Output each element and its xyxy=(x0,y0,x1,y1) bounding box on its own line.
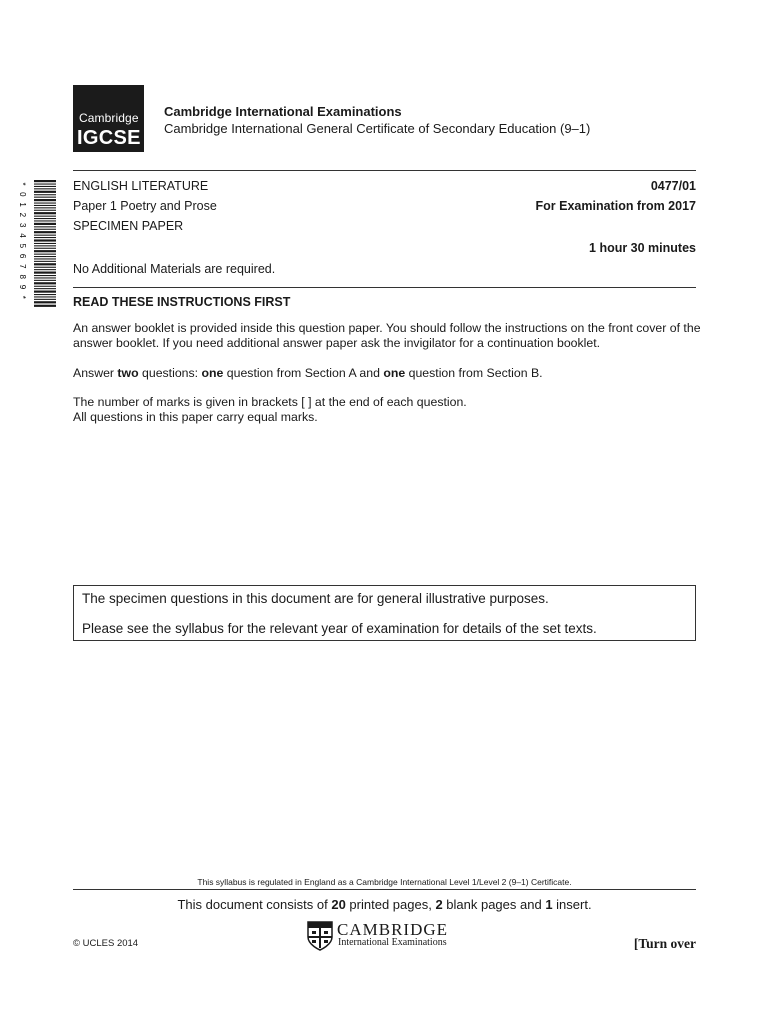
barcode-bar xyxy=(34,275,56,276)
barcode-bar xyxy=(34,191,56,193)
barcode-bar xyxy=(34,235,56,236)
text-line: The number of marks is given in brackets [ ] at the end of each question. xyxy=(73,395,467,409)
barcode-bar xyxy=(34,248,56,249)
barcode-bar xyxy=(34,291,56,293)
cambridge-wordmark: CAMBRIDGE xyxy=(337,920,449,939)
barcode-bar xyxy=(34,188,56,189)
text-run-bold: 1 xyxy=(545,897,553,912)
barcode-bar xyxy=(34,288,56,289)
divider-mid xyxy=(73,287,696,288)
barcode-bar xyxy=(34,245,56,246)
barcode-bar xyxy=(34,203,56,204)
barcode-bar xyxy=(34,207,56,208)
subject: ENGLISH LITERATURE xyxy=(73,179,209,193)
barcode-digit: 4 xyxy=(17,233,27,238)
exam-from: For Examination from 2017 xyxy=(535,199,696,213)
barcode-bar xyxy=(34,199,56,201)
barcode-digit: * xyxy=(17,295,27,299)
instruction-paragraph-3 xyxy=(73,395,703,425)
page-count xyxy=(73,897,696,912)
regulation-note: This syllabus is regulated in England as a Cambridge International Level 1/Level 2 (9–1) Certificate. xyxy=(197,877,572,887)
barcode-digit: 5 xyxy=(17,243,27,249)
instructions-heading: READ THESE INSTRUCTIONS FIRST xyxy=(73,295,291,309)
cambridge-logo xyxy=(307,920,467,952)
notice-line-1: The specimen questions in this document are for general illustrative purposes. xyxy=(82,591,549,606)
divider-bottom xyxy=(73,889,696,890)
barcode-digit: 0 xyxy=(17,192,27,197)
text-line: All questions in this paper carry equal marks. xyxy=(73,410,318,424)
barcode-bar xyxy=(34,256,56,257)
barcode-digit: 1 xyxy=(17,202,27,207)
barcode-bar xyxy=(34,205,56,206)
materials: No Additional Materials are required. xyxy=(73,262,276,276)
qualification-name: Cambridge International General Certificate of Secondary Education (9–1) xyxy=(164,121,591,136)
logo-line1: Cambridge xyxy=(79,111,139,125)
barcode-digit: 9 xyxy=(17,284,27,290)
notice-line-2: Please see the syllabus for the relevant year of examination for details of the set texts. xyxy=(82,621,597,636)
barcode-bar xyxy=(34,294,56,295)
barcode-bar xyxy=(34,263,56,265)
barcode-bar xyxy=(34,286,56,287)
divider-top xyxy=(73,170,696,171)
barcode-bar xyxy=(34,299,56,300)
barcode-bar xyxy=(34,269,56,270)
cambridge-igcse-logo xyxy=(73,85,144,152)
barcode-bar xyxy=(34,296,56,297)
cambridge-subtitle: International Examinations xyxy=(338,937,447,948)
crest-icon xyxy=(307,921,333,951)
barcode-bar xyxy=(34,197,56,198)
barcode-digit: 2 xyxy=(17,212,27,218)
turn-over: [Turn over xyxy=(633,936,696,951)
barcode-bar xyxy=(34,216,56,217)
text-run: questions: xyxy=(138,366,202,380)
barcode-bar xyxy=(34,226,56,227)
text-run: This document consists of xyxy=(177,897,332,912)
barcode-bar xyxy=(34,184,56,185)
barcode-bar xyxy=(34,239,56,241)
barcode-bar xyxy=(34,277,56,278)
barcode-bar xyxy=(34,282,56,284)
barcode-bar xyxy=(34,223,56,225)
barcode-bar xyxy=(34,305,56,307)
logo-line2: IGCSE xyxy=(77,127,141,149)
text-run-bold: one xyxy=(383,366,406,380)
text-run-bold: one xyxy=(201,366,224,380)
org-name: Cambridge International Examinations xyxy=(164,104,402,119)
barcode-bar xyxy=(34,194,56,195)
barcode-bar xyxy=(34,210,56,211)
text-run-bold: 2 xyxy=(435,897,443,912)
barcode-bar xyxy=(34,261,56,262)
barcode-bar xyxy=(34,267,56,268)
text-run: question from Section B. xyxy=(405,366,543,380)
duration: 1 hour 30 minutes xyxy=(589,241,696,255)
barcode-digit: 7 xyxy=(17,264,27,269)
instruction-paragraph-2 xyxy=(73,366,703,381)
specimen-notice-box xyxy=(73,585,696,641)
barcode-bar xyxy=(34,186,56,187)
copyright: © UCLES 2014 xyxy=(73,938,139,949)
barcode-bar xyxy=(34,220,56,221)
barcode-bar xyxy=(34,254,56,255)
barcode-digit: * xyxy=(17,182,27,186)
barcode-bar xyxy=(34,250,56,252)
barcode-bar xyxy=(34,212,56,214)
barcode-bar xyxy=(34,258,56,259)
barcode-bar xyxy=(34,301,56,303)
barcode-bar xyxy=(34,180,56,182)
text-run: Answer xyxy=(73,366,118,380)
barcode-digit: 3 xyxy=(17,222,27,228)
text-run: insert. xyxy=(552,897,592,912)
text-run: printed pages, xyxy=(345,897,436,912)
barcode-digit: 8 xyxy=(17,274,27,279)
barcode-bar xyxy=(34,231,56,233)
instruction-paragraph-1: An answer booklet is provided inside this question paper. You should follow the instructions on the front cover of the answer booklet. If you need additional answer paper ask the invigilator for a continuation booklet. xyxy=(73,321,701,350)
paper-name: Paper 1 Poetry and Prose xyxy=(73,199,217,213)
text-run-bold: 20 xyxy=(331,897,346,912)
paper-code: 0477/01 xyxy=(650,179,696,193)
barcode-digit: 6 xyxy=(17,253,27,259)
barcode-bar xyxy=(34,229,56,230)
barcode-bar xyxy=(34,272,56,274)
text-run-bold: two xyxy=(117,366,139,380)
barcode-bar xyxy=(34,237,56,238)
text-run: blank pages and xyxy=(442,897,546,912)
barcode-bar xyxy=(34,280,56,281)
barcode-bar xyxy=(34,243,56,244)
paper-type: SPECIMEN PAPER xyxy=(73,219,184,233)
barcode xyxy=(17,180,57,307)
barcode-bar xyxy=(34,218,56,219)
text-run: question from Section A and xyxy=(223,366,384,380)
